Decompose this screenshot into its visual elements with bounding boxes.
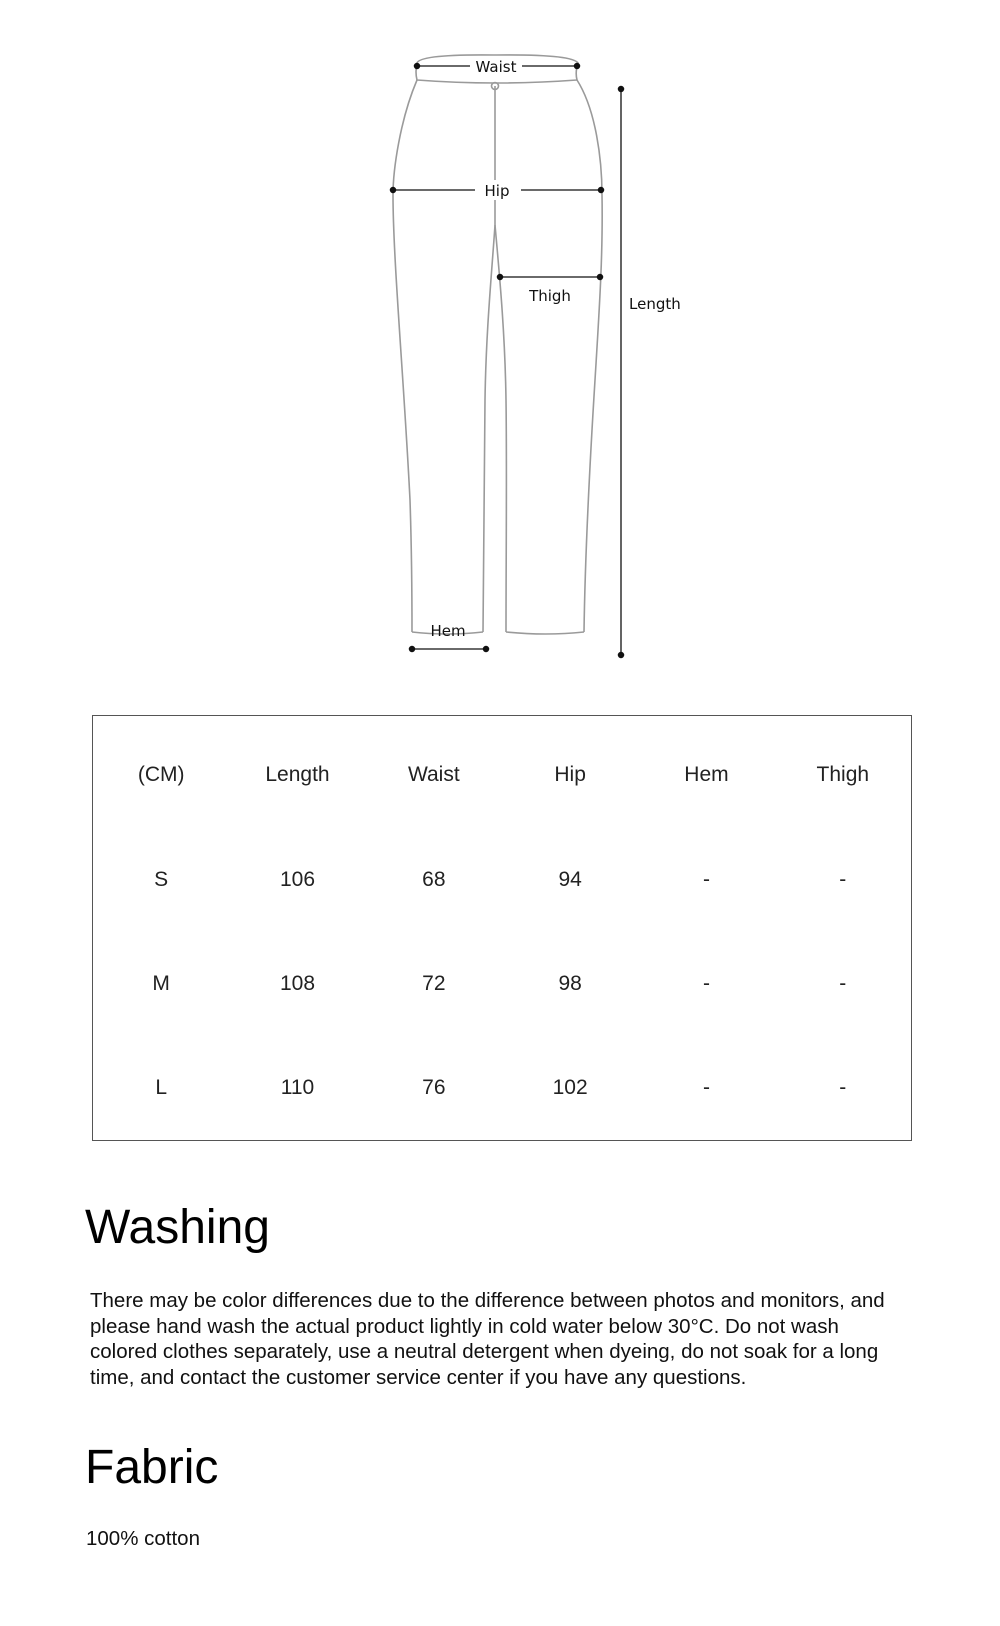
table-cell: L (155, 1076, 167, 1099)
fabric-title: Fabric (85, 1441, 219, 1494)
table-cell: - (839, 972, 847, 995)
diagram-label-hem: Hem (430, 622, 466, 640)
table-header-row (93, 716, 911, 828)
table-cell: - (839, 1076, 847, 1099)
table-cell: 110 (280, 1076, 315, 1099)
diagram-label-thigh: Thigh (529, 287, 571, 305)
measurement-lines (390, 63, 623, 657)
right-leg-hem (506, 632, 584, 634)
table-header-cell: (CM) (137, 763, 185, 786)
fabric-composition: 100% cotton (86, 1527, 200, 1550)
table-header-cell: Hem (684, 763, 729, 786)
table-header-cell: Hip (554, 763, 586, 786)
table-header-cell: Thigh (816, 763, 870, 786)
table-cell: - (839, 868, 847, 891)
table-row (93, 828, 911, 932)
table-cell: 76 (422, 1076, 446, 1099)
diagram-label-waist: Waist (475, 58, 517, 76)
table-cell: 108 (279, 972, 316, 995)
table-cell: - (702, 868, 710, 891)
table-cell: 94 (558, 868, 582, 891)
washing-description: There may be color differences due to the difference between photos and monitors, and please hand wash the actual product lightly in cold water below 30°C. Do not wash colored clothes separately, use a neutral detergent when dyeing, do not soak for a long time, and contact the customer service center if you have any questions. (90, 1289, 885, 1389)
pants-outline (393, 55, 602, 634)
size-table (92, 715, 912, 1141)
table-cell: S (154, 868, 169, 891)
table-row (93, 932, 911, 1036)
right-leg-outer (577, 80, 602, 632)
table-header-cell: Waist (407, 763, 460, 786)
diagram-label-length: Length (629, 295, 681, 313)
table-cell: - (702, 1076, 710, 1099)
table-cell: 98 (558, 972, 582, 995)
table-header-cell: Length (265, 763, 330, 786)
washing-title: Washing (85, 1201, 270, 1254)
table-row (93, 1036, 911, 1140)
table-cell: M (152, 972, 170, 995)
table-cell: 106 (279, 868, 316, 891)
left-leg-outer (393, 80, 417, 632)
left-leg-inner (483, 225, 495, 632)
diagram-label-hip: Hip (484, 182, 510, 200)
table-cell: 68 (422, 868, 446, 891)
table-cell: 102 (552, 1076, 588, 1099)
table-cell: 72 (422, 972, 446, 995)
table-cell: - (702, 972, 710, 995)
pants-measurement-diagram (0, 0, 1000, 700)
right-leg-inner (495, 225, 506, 632)
